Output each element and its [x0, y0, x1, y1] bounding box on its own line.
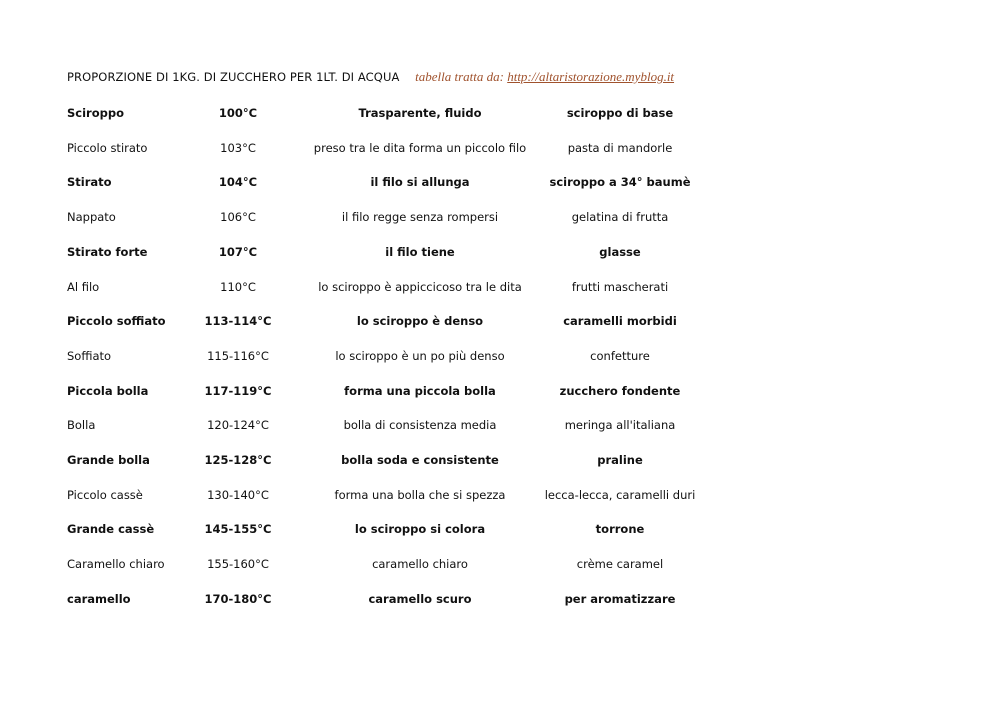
- stage-name-cell: caramello: [67, 592, 131, 606]
- stage-name-cell: Stirato: [67, 175, 112, 189]
- stage-name-cell: Soffiato: [67, 349, 112, 363]
- usage-cell: caramelli morbidi: [563, 314, 677, 328]
- stage-name-cell: Piccola bolla: [67, 384, 149, 398]
- description-cell: lo sciroppo è appiccicoso tra le dita: [318, 280, 522, 294]
- description-cell: il filo regge senza rompersi: [341, 210, 499, 224]
- table-row: [0, 277, 992, 297]
- temperature-cell: 125-128°C: [204, 453, 272, 467]
- usage-cell: crème caramel: [576, 557, 664, 571]
- description-cell: il filo tiene: [385, 245, 455, 259]
- usage-cell: zucchero fondente: [559, 384, 681, 398]
- table-row: [0, 172, 992, 192]
- table-row: [0, 242, 992, 262]
- description-cell: lo sciroppo è un po più denso: [335, 349, 505, 363]
- usage-cell: per aromatizzare: [564, 592, 676, 606]
- source-link[interactable]: http://altaristorazione.myblog.it: [507, 69, 675, 84]
- temperature-cell: 155-160°C: [207, 557, 269, 571]
- usage-cell: torrone: [595, 522, 645, 536]
- table-row: [0, 381, 992, 401]
- stage-name-cell: Caramello chiaro: [67, 557, 165, 571]
- table-row: [0, 138, 992, 158]
- usage-cell: praline: [597, 453, 643, 467]
- table-row: [0, 519, 992, 539]
- temperature-cell: 115-116°C: [207, 349, 269, 363]
- stage-name-cell: Al filo: [67, 280, 100, 294]
- stage-name-cell: Nappato: [67, 210, 116, 224]
- page-title: PROPORZIONE DI 1KG. DI ZUCCHERO PER 1LT. DI ACQUA: [67, 70, 400, 84]
- table-row: [0, 554, 992, 574]
- temperature-cell: 103°C: [220, 141, 256, 155]
- usage-cell: confetture: [590, 349, 650, 363]
- description-cell: il filo si allunga: [370, 175, 470, 189]
- stage-name-cell: Piccolo stirato: [67, 141, 148, 155]
- description-cell: caramello chiaro: [372, 557, 468, 571]
- table-row: [0, 415, 992, 435]
- stage-name-cell: Piccolo soffiato: [67, 314, 166, 328]
- stage-name-cell: Bolla: [67, 418, 96, 432]
- table-row: [0, 207, 992, 227]
- usage-cell: sciroppo a 34° baumè: [549, 175, 691, 189]
- description-cell: bolla di consistenza media: [343, 418, 497, 432]
- description-cell: bolla soda e consistente: [341, 453, 499, 467]
- temperature-cell: 110°C: [220, 280, 256, 294]
- temperature-cell: 100°C: [218, 106, 258, 120]
- temperature-cell: 170-180°C: [204, 592, 272, 606]
- table-header: [67, 69, 674, 85]
- temperature-cell: 117-119°C: [204, 384, 272, 398]
- table-row: [0, 589, 992, 609]
- temperature-cell: 113-114°C: [204, 314, 272, 328]
- description-cell: forma una piccola bolla: [344, 384, 496, 398]
- temperature-cell: 104°C: [218, 175, 258, 189]
- usage-cell: pasta di mandorle: [567, 141, 673, 155]
- stage-name-cell: Grande cassè: [67, 522, 155, 536]
- description-cell: caramello scuro: [368, 592, 472, 606]
- temperature-cell: 107°C: [218, 245, 258, 259]
- description-cell: Trasparente, fluido: [358, 106, 482, 120]
- temperature-cell: 130-140°C: [207, 488, 269, 502]
- table-row: [0, 311, 992, 331]
- description-cell: preso tra le dita forma un piccolo filo: [313, 141, 527, 155]
- table-row: [0, 450, 992, 470]
- temperature-cell: 120-124°C: [207, 418, 269, 432]
- description-cell: lo sciroppo si colora: [354, 522, 486, 536]
- source-label: tabella tratta da:: [415, 69, 504, 84]
- table-row: [0, 103, 992, 123]
- usage-cell: meringa all'italiana: [564, 418, 676, 432]
- description-cell: lo sciroppo è denso: [356, 314, 484, 328]
- source-note: [415, 69, 674, 85]
- table-row: [0, 485, 992, 505]
- temperature-cell: 145-155°C: [204, 522, 272, 536]
- usage-cell: sciroppo di base: [566, 106, 674, 120]
- usage-cell: lecca-lecca, caramelli duri: [544, 488, 696, 502]
- stage-name-cell: Stirato forte: [67, 245, 148, 259]
- usage-cell: glasse: [599, 245, 641, 259]
- stage-name-cell: Piccolo cassè: [67, 488, 143, 502]
- usage-cell: gelatina di frutta: [571, 210, 669, 224]
- table-row: [0, 346, 992, 366]
- stage-name-cell: Sciroppo: [67, 106, 124, 120]
- description-cell: forma una bolla che si spezza: [334, 488, 506, 502]
- stage-name-cell: Grande bolla: [67, 453, 150, 467]
- temperature-cell: 106°C: [220, 210, 256, 224]
- usage-cell: frutti mascherati: [571, 280, 669, 294]
